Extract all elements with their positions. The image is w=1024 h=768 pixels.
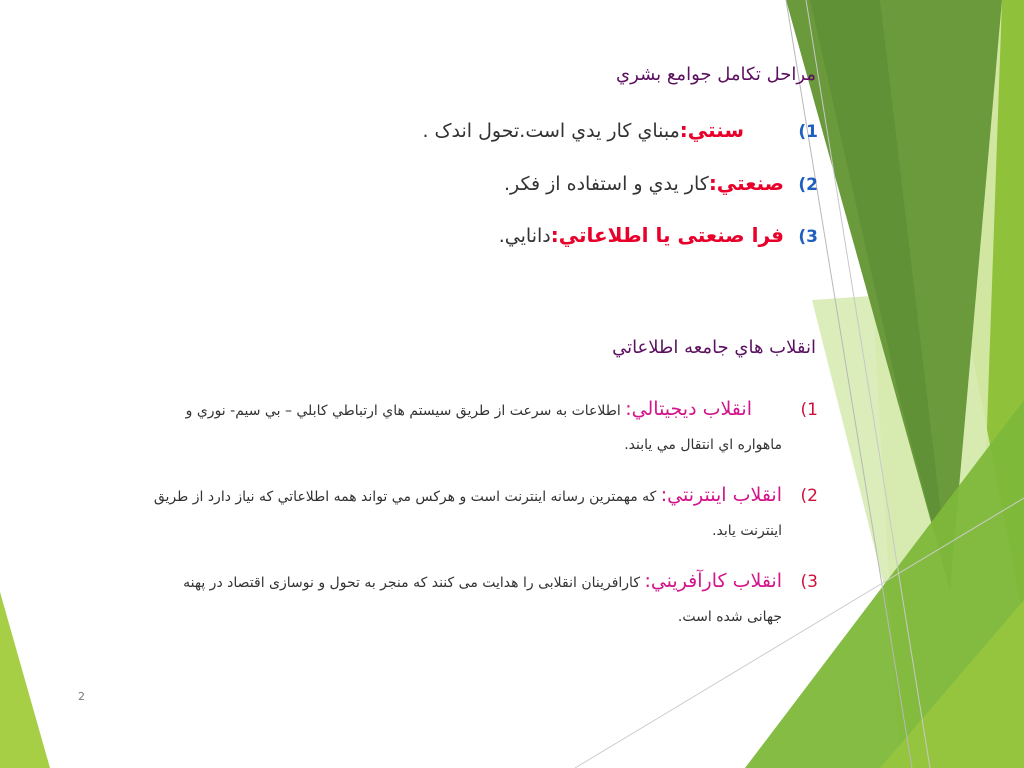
section2-item-2 (8, 478, 818, 548)
section1-item-2 (504, 171, 818, 195)
item-term: فرا صنعتی یا اطلاعاتي: (550, 223, 784, 247)
item-text-line2: ماهواره اي انتقال مي يابند. (624, 437, 782, 453)
section2-heading: انقلاب هاي جامعه اطلاعاتي (612, 337, 816, 358)
section1-item-1 (422, 118, 818, 142)
item-term: سنتي: (679, 118, 744, 142)
item-text-line2: جهانی شده است. (677, 609, 782, 625)
item-text: دانايي. (498, 225, 551, 247)
item-number: 3) (800, 572, 818, 592)
section1-item-3 (499, 223, 818, 247)
item-number: 3) (798, 227, 818, 247)
item-term: صنعتي: (708, 171, 784, 195)
page-number: 2 (78, 690, 85, 703)
item-term: انقلاب كارآفريني: (644, 570, 782, 592)
item-term: انقلاب اينترنتي: (660, 484, 782, 506)
section1-heading: مراحل تكامل جوامع بشري (616, 64, 816, 85)
section2-item-1 (8, 392, 818, 462)
item-text: مبناي كار يدي است.تحول اندک . (422, 120, 680, 142)
item-text-line2: اينترنت يابد. (712, 523, 782, 539)
item-text-line1: اطلاعات به سرعت از طريق سيستم هاي ارتباطي كابلي – بي سيم- نوري و (185, 403, 626, 419)
item-number: 1) (798, 122, 818, 142)
item-number: 2) (798, 175, 818, 195)
section2-item-3 (8, 564, 818, 634)
item-number: 1) (800, 400, 818, 420)
item-number: 2) (800, 486, 818, 506)
item-term: انقلاب ديجيتالي: (625, 398, 752, 420)
item-text: كار يدي و استفاده از فكر. (503, 173, 709, 195)
item-text-line1: کارافرینان انقلابی را هدایت می کنند که منجر به تحول و نوسازی اقتصاد در پهنه (183, 575, 645, 591)
item-text-line1: كه مهمترين رسانه اينترنت است و هركس مي تواند همه اطلاعاتي كه نياز دارد از طريق (153, 489, 661, 505)
